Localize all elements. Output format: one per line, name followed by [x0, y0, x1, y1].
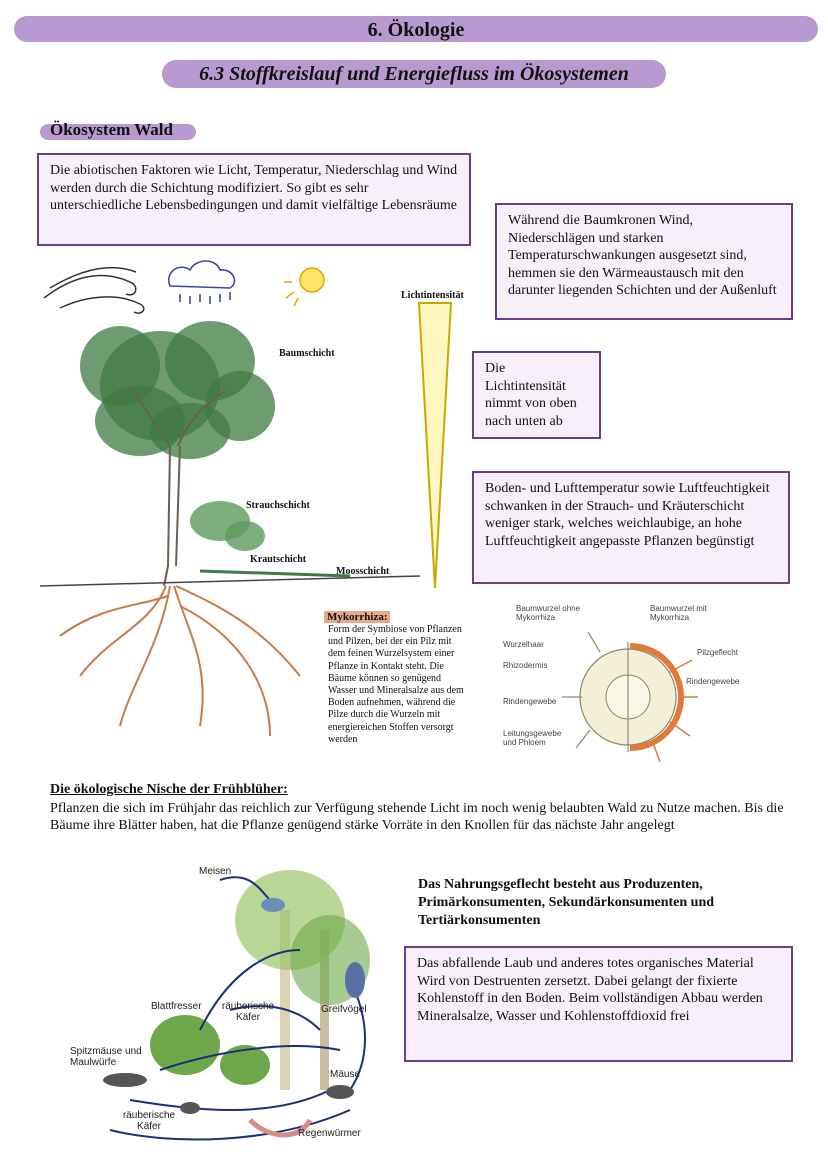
layer-label-tree: Baumschicht [279, 348, 335, 359]
food-web-heading: Das Nahrungsgeflecht besteht aus Produzenten, Primärkonsumenten, Sekundärkonsumenten und Tertiärkonsumenten [418, 877, 715, 928]
tree-roots [60, 586, 300, 736]
root-label-wurzelhaar: Wurzelhaar [503, 640, 544, 649]
tit-bird-icon [261, 898, 285, 912]
root-label-pilzgeflecht: Pilzgeflecht [697, 648, 738, 657]
fw-label-raeuberische-kaefer-bottom: räuberische Käfer [122, 1110, 176, 1132]
root-label-rindengewebe-right: Rindengewebe [686, 677, 740, 686]
herbs-and-moss [200, 571, 350, 576]
root-title-without: Baumwurzel ohne Mykorrhiza [516, 604, 581, 622]
light-intensity-box: Die Lichtintensität nimmt von oben nach unten ab [472, 351, 601, 439]
section-title: Ökosystem Wald [50, 120, 173, 139]
food-web-bushes [150, 1015, 270, 1085]
chapter-title: 6. Ökologie [14, 16, 818, 42]
decomposers-box: Das abfallende Laub und anderes totes organisches Material Wird von Destruenten zersetzt. Dabei gelangt der fixierte Kohlenstoff in den Boden. Beim vollständigen Abbau werden Mineralsalze, Wasser und Kohlenstoffdioxid frei [404, 946, 793, 1062]
fw-label-raeuberische-kaefer-top: räuberische Käfer [221, 1001, 275, 1023]
abiotic-factors-box: Die abiotischen Faktoren wie Licht, Temperatur, Niederschlag und Wind werden durch die Schichtung modifiziert. So gibt es sehr unterschiedliche Lebensbedingungen und damit vielfältige Lebensräume [37, 153, 471, 246]
root-title-with: Baumwurzel mit Mykorrhiza [650, 604, 707, 622]
layer-label-herb: Krautschicht [250, 554, 307, 565]
fw-label-spitzmaeuse: Spitzmäuse und Maulwürfe [70, 1046, 142, 1068]
layer-label-moss: Moosschicht [336, 566, 390, 577]
root-label-rhizodermis: Rhizodermis [503, 661, 548, 670]
fw-label-maeuse: Mäuse [330, 1069, 361, 1080]
tree-canopy [80, 321, 275, 459]
root-cross-section [560, 612, 700, 782]
ground-line [40, 576, 420, 586]
fw-label-regenwuermer: Regenwürmer [298, 1128, 361, 1139]
rain-cloud-icon [169, 261, 235, 304]
fw-label-greifvoegel: Greifvögel [321, 1004, 367, 1015]
temperature-box: Boden- und Lufttemperatur sowie Luftfeuchtigkeit schwanken in der Strauch- und Kräuterschicht weniger stark, welches weichlaubige, an hohe Luftfeuchtigkeit angepasste Pflanzen begünstigt [472, 471, 790, 584]
shrew-icon [103, 1073, 147, 1087]
mycorrhiza-text: Form der Symbiose von Pflanzen und Pilzen, bei der ein Pilz mit dem feinen Wurzelsystem einer Pflanze in Kontakt steht. Die Bäume können so genügend Wasser und Mineralsalze aus dem Boden aufnehmen, während die Pilze durch die Wurzeln mit energiereichen Stoffen versorgt werden [328, 624, 464, 745]
bird-of-prey-icon [345, 962, 365, 998]
fw-label-blattfresser: Blattfresser [151, 1001, 202, 1012]
light-intensity-label: Lichtintensität [401, 290, 464, 301]
sun-icon [284, 268, 324, 306]
mycorrhiza-title: Mykorrhiza: [324, 611, 390, 623]
niche-heading: Die ökologische Nische der Frühblüher: [50, 782, 288, 797]
section-subtitle: 6.3 Stoffkreislauf und Energiefluss im Ökosystemen [162, 60, 666, 88]
niche-text: Pflanzen die sich im Frühjahr das reichlich zur Verfügung stehende Licht im noch wenig belaubten Wald zu Nutze machen. Bis die Bäume ihre Blätter haben, hat die Pflanze genügend stärke Vorräte in den Knollen für das nächste Jahr angelegt [50, 801, 784, 833]
beetle-icon [180, 1102, 200, 1114]
root-label-leitungsgewebe: Leitungsgewebe und Phloem [503, 729, 562, 747]
fw-label-meisen: Meisen [199, 866, 232, 877]
mouse-icon [326, 1085, 354, 1099]
layer-label-shrub: Strauchschicht [246, 500, 310, 511]
tree-crowns-box: Während die Baumkronen Wind, Niederschlägen und starken Temperaturschwankungen ausgesetzt sind, hemmen sie den Wärmeaustausch mit den darunter liegenden Schichten und der Außenluft [495, 203, 793, 320]
root-label-rindengewebe-left: Rindengewebe [503, 697, 557, 706]
